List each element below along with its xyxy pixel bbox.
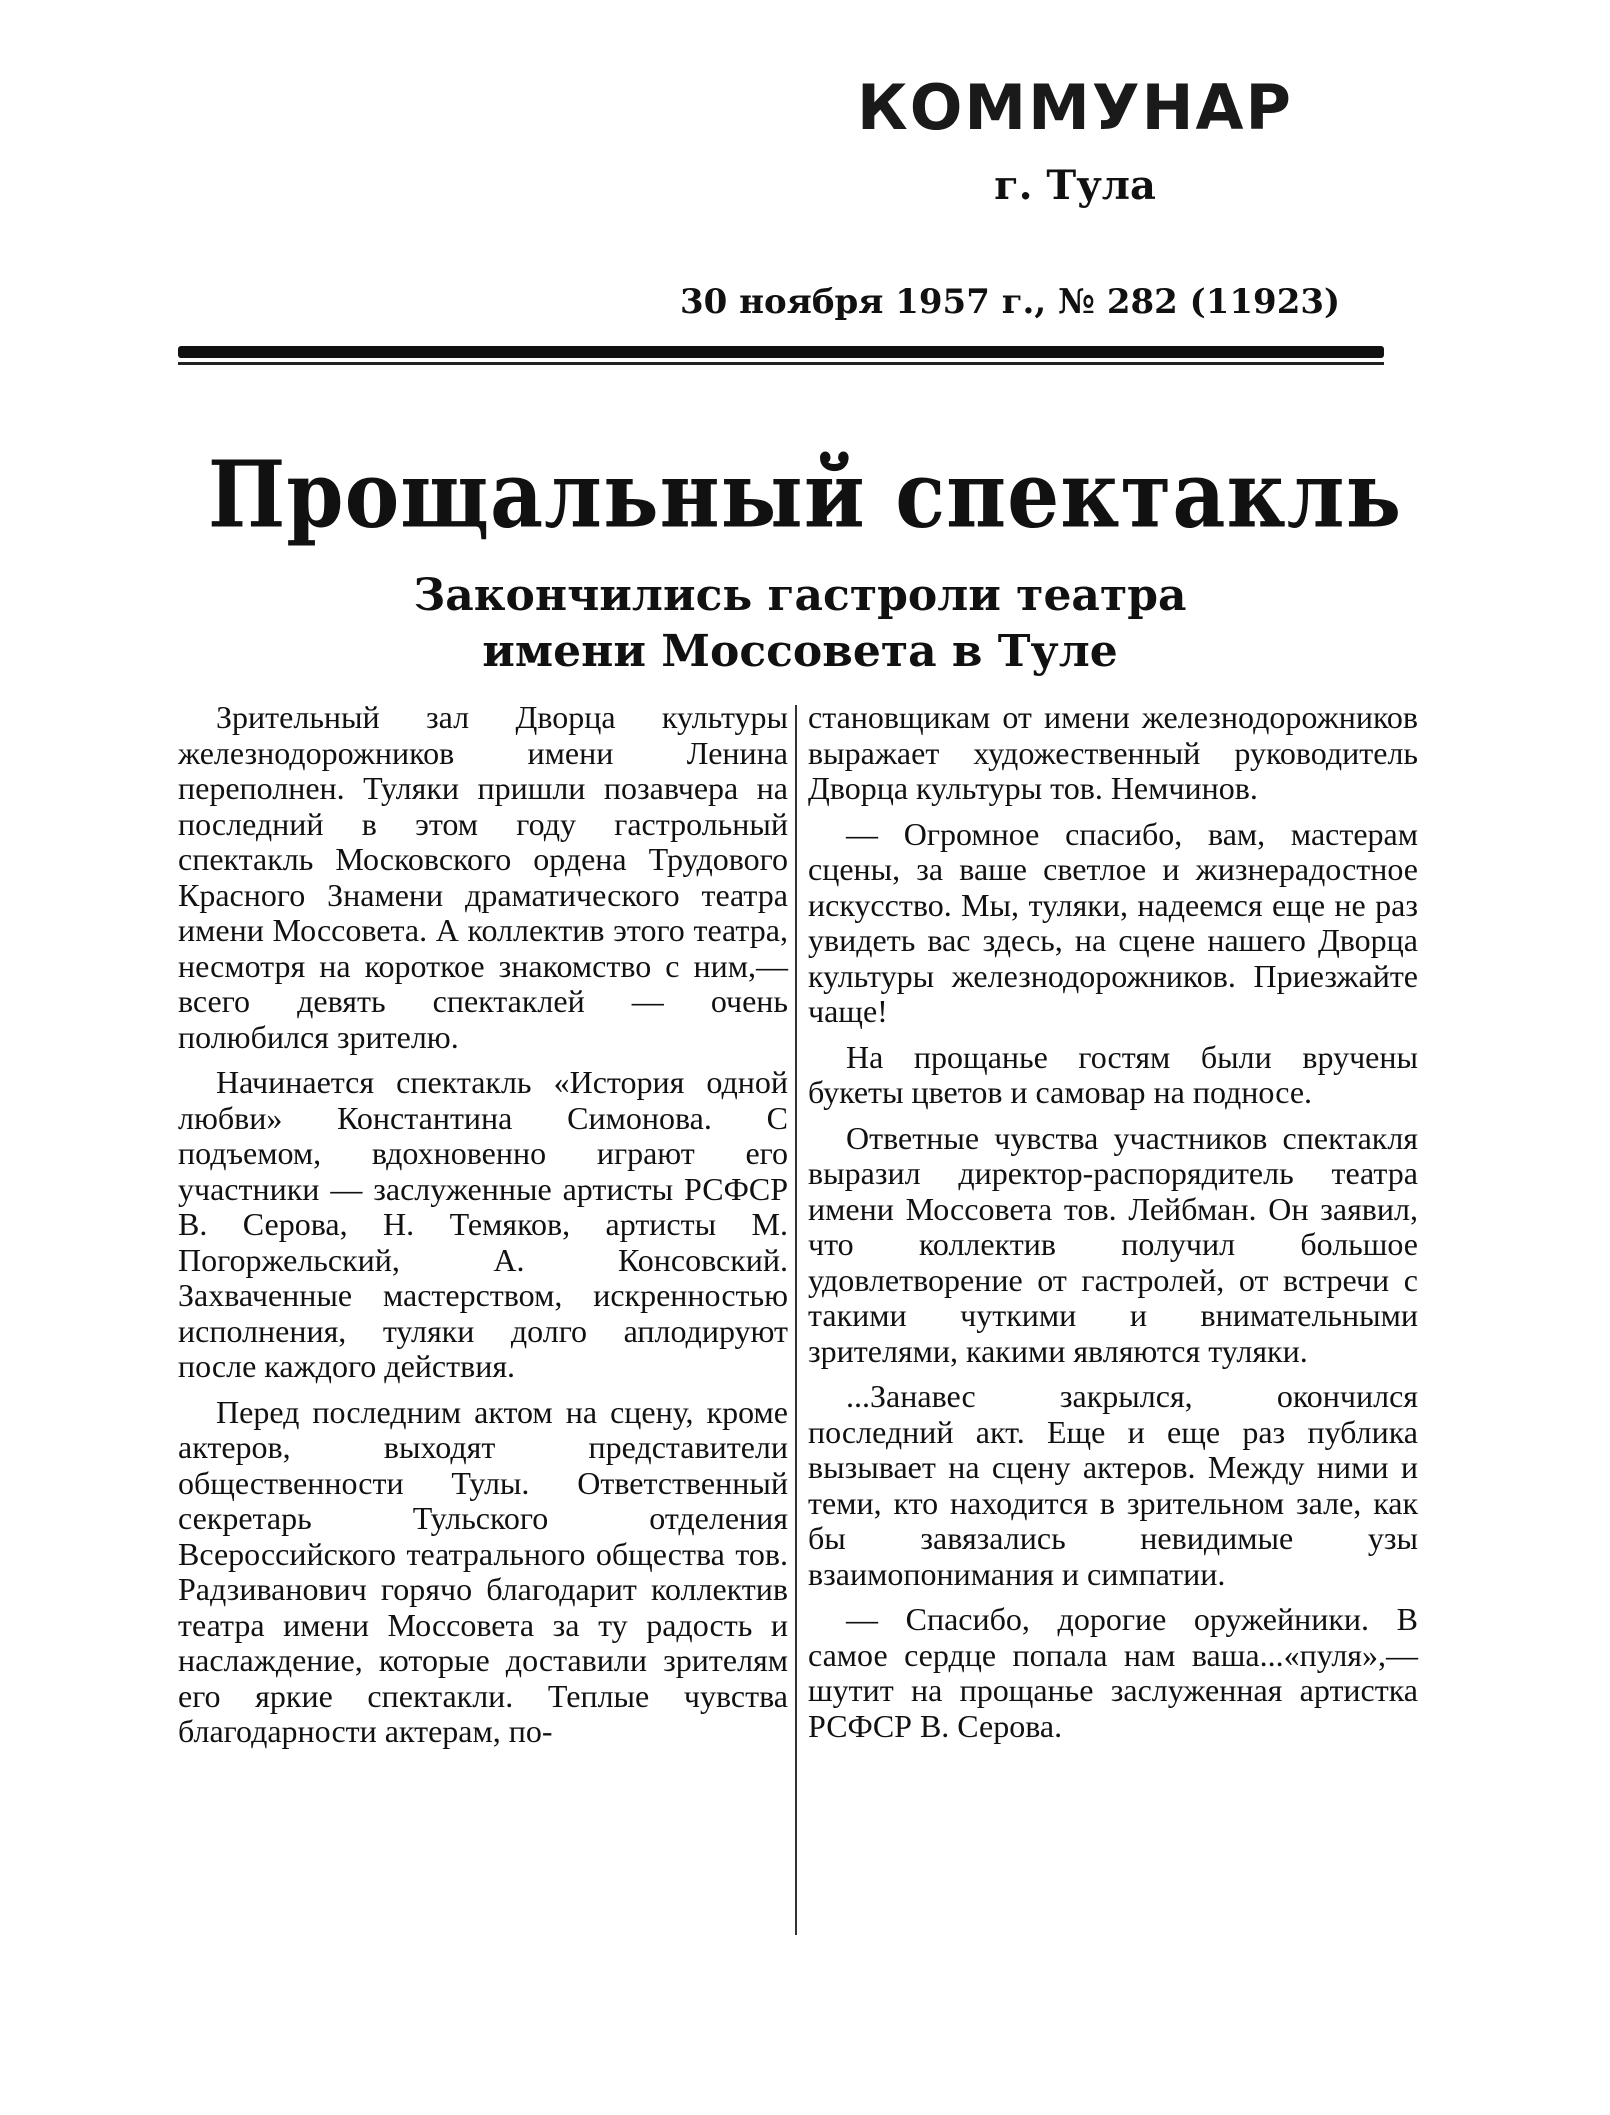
subheadline-line: имени Моссовета в Туле [482, 626, 1118, 677]
article-paragraph: — Огромное спасибо, вам, мастерам сцены, за ваше светлое и жизнерадостное искусство. Мы, туляки, надеемся еще не раз увидеть вас здесь, на сцене нашего Дворца культуры железнодорожников. Приезжайте чаще! [808, 815, 1418, 1029]
header-rule [178, 346, 1384, 358]
header-rule-thin [178, 362, 1384, 365]
issue-dateline: 30 ноября 1957 г., № 282 (11923) [680, 282, 1341, 322]
article-column-right [808, 700, 1418, 1754]
city-name: г. Тула [994, 162, 1156, 209]
masthead [840, 72, 1310, 210]
article-paragraph: Зрительный зал Дворца культуры железнодорожников имени Ленина переполнен. Туляки пришли позавчера на последний в этом году гастрольный спектакль Московского ордена Трудового Красного Знамени драматического театра имени Моссовета. А коллектив этого театра, несмотря на короткое знакомство с ним,— всего девять спектаклей — очень полюбился зрителю. [178, 699, 788, 1055]
article-paragraph: Перед последним актом на сцену, кроме актеров, выходят представители общественности Тулы. Ответственный секретарь Тульского отделения Всероссийского театрального общества тов. Радзиванович горячо благодарит коллектив театра имени Моссовета за ту радость и наслаждение, которые доставили зрителям его яркие спектакли. Теплые чувства благодарности актерам, по- [178, 1393, 788, 1749]
article-paragraph: становщикам от имени железнодорожников выражает художественный руководитель Дворца культуры тов. Немчинов. [808, 699, 1418, 806]
article-paragraph: Начинается спектакль «История одной любви» Константина Симонова. С подъемом, вдохновенно играют его участники — заслуженные артисты РСФСР В. Серова, Н. Темяков, артисты М. Погоржельский, А. Консовский. Захваченные мастерством, искренностью исполнения, туляки долго аплодируют после каждого действия. [178, 1064, 788, 1384]
article-paragraph: Ответные чувства участников спектакля выразил директор-распорядитель театра имени Моссовета тов. Лейбман. Он заявил, что коллектив получил большое удовлетворение от гастролей, от встречи с такими чуткими и внимательными зрителями, какими являются туляки. [808, 1119, 1418, 1369]
article-subheadline [300, 568, 1300, 680]
article-paragraph: — Спасибо, дорогие оружейники. В самое сердце попала нам ваша...«пуля»,—шутит на прощанье заслуженная артистка РСФСР В. Серова. [808, 1601, 1418, 1744]
article-column-left [178, 700, 788, 1760]
article-paragraph: На прощанье гостям были вручены букеты цветов и самовар на подносе. [808, 1038, 1418, 1110]
column-divider [795, 705, 797, 1935]
subheadline-line: Закончились гастроли театра [413, 570, 1187, 621]
newspaper-name: КОММУНАР [857, 71, 1293, 144]
article-paragraph: ...Занавес закрылся, окончился последний акт. Еще и еще раз публика вызывает на сцену актеров. Между ними и теми, кто находится в зрительном зале, как бы завязались невидимые узы взаимопонимания и симпатии. [808, 1378, 1418, 1592]
article-headline: Прощальный спектакль [207, 441, 1403, 549]
